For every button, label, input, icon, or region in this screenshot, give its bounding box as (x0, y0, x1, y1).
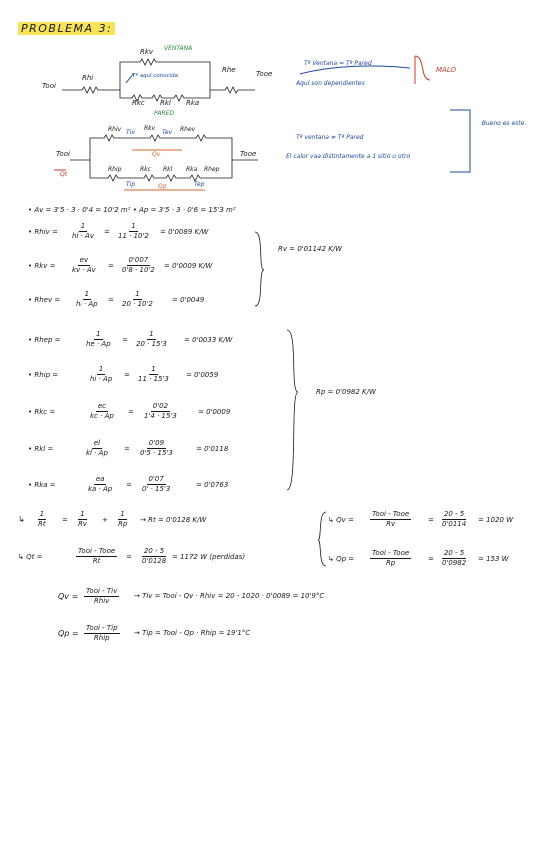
side2-bueno: Bueno es este. (481, 120, 527, 127)
rhep-frac-2: $\frac{1}{20 \cdot 15'3}$ (136, 330, 167, 348)
rkl-value: = 0'0118 (196, 445, 229, 453)
rhiv-frac-2: $\frac{1}{11 \cdot 10'2}$ (118, 222, 149, 240)
circuit2-tooi: Tooi (56, 150, 70, 158)
side2-line1: Tª ventana ≠ Tª Pared (296, 134, 364, 141)
tip-frac: Tooi - Tip Rhip (86, 624, 118, 642)
circuit2-qv: Qv (152, 151, 161, 158)
circuit2-tip: Tip (126, 181, 136, 188)
qt-label: ↳ Qt = (18, 553, 43, 561)
rkl-frac-2: $\frac{0'09}{0'5 \cdot 15'3}$ (140, 439, 173, 457)
circuit2-tep: Tep (194, 181, 205, 188)
circuit2-tev: Tev (162, 129, 173, 136)
rkc-frac-1: $\frac{ec}{kc \cdot Ap}$ (90, 402, 114, 420)
rhev-label: • Rhev = (28, 296, 61, 304)
rhiv-frac-1: $\frac{1}{hi \cdot Av}$ (72, 222, 94, 240)
circuit1-rkv: Rkv (140, 48, 154, 56)
rhip-label: • Rhip = (28, 371, 59, 379)
circuit2-rhip: Rhip (108, 166, 122, 173)
circuit1-rhi: Rhi (82, 74, 94, 82)
rt-frac-c: $\frac{1}{Rp}$ (118, 510, 128, 528)
qp-frac-2: $\frac{20 - 5}{0'0982}$ (442, 549, 467, 567)
qv-frac-2: $\frac{20 - 5}{0'0114}$ (442, 510, 467, 528)
circuit2-rkl: Rkl (163, 166, 173, 173)
rhep-label: • Rhep = (28, 336, 61, 344)
qp-label: ↳ Qp = (328, 555, 355, 563)
rhev-frac-1: $\frac{1}{\text{hᵢ · Ap}}$ (76, 290, 98, 308)
rhev-value: = 0'0049 (172, 296, 205, 304)
circuit1-rkl: Rkl (160, 99, 171, 107)
side1-line2: Aquí son dependientes (296, 80, 365, 87)
qt-value: = 1172 W (perdidas) (172, 553, 246, 561)
rhiv-value: = 0'0089 K/W (160, 228, 209, 236)
circuit1-rhe: Rhe (222, 66, 236, 74)
side1-line1: Tª Ventana = Tª Pared (304, 60, 372, 67)
rkc-label: • Rkc = (28, 408, 56, 416)
rkc-value: = 0'0009 (198, 408, 231, 416)
qv-frac-1: Tooi - Tooe Rv (372, 510, 410, 528)
rv-result: Rv = 0'01142 K/W (278, 245, 343, 253)
rhip-frac-2: $\frac{1}{11 \cdot 15'3}$ (138, 365, 169, 383)
tip-result: → Tip = Tooi - Qp · Rhip = 19'1°C (134, 629, 251, 637)
qv-label: ↳ Qv = (328, 516, 354, 524)
tiv-result: → Tiv = Tooi - Qv · Rhiv = 20 - 1020 · 0'0089 = 10'9°C (134, 592, 325, 600)
circuit2-rkc: Rkc (140, 166, 151, 173)
circuit2-qt: Qt (60, 171, 68, 178)
qt-frac-2: $\frac{20 - 5}{0'0128}$ (142, 547, 167, 565)
rkc-frac-2: $\frac{0'02}{1'4 \cdot 15'3}$ (144, 402, 177, 420)
qv-value: = 1020 W (478, 516, 514, 524)
tip-lhs: Qp = (58, 629, 79, 638)
side1-malo: MALO (436, 66, 457, 74)
side2-line2: El calor vaa distintamente a 1 sitio u otro (286, 153, 411, 160)
tiv-frac: Tooi - Tiv Rhiv (86, 587, 118, 605)
rhep-frac-1: $\frac{1}{he \cdot Ap}$ (86, 330, 111, 348)
circuit2-rkv: Rkv (144, 125, 156, 132)
circuit1-tooe: Tooe (256, 70, 273, 78)
rka-value: = 0'0763 (196, 481, 229, 489)
rhep-value: = 0'0033 K/W (184, 336, 233, 344)
rt-arrow: ↳ (18, 515, 25, 524)
circuit2-rhiv: Rhiv (108, 126, 122, 133)
rt-frac-a: $\frac{1}{Rt}$ (38, 510, 46, 528)
rkl-frac-1: $\frac{el}{kl \cdot Ap}$ (86, 439, 108, 457)
rhev-frac-2: $\frac{1}{20 \cdot 10'2}$ (122, 290, 153, 308)
rhiv-label: • Rhiv = (28, 228, 58, 236)
rkv-value: = 0'0009 K/W (164, 262, 213, 270)
circuit2-qp: Qp (158, 183, 167, 190)
qp-frac-1: Tooi - Tooe Rp (372, 549, 410, 567)
rkv-label: • Rkv = (28, 262, 56, 270)
rp-result: Rp = 0'0982 K/W (316, 388, 376, 396)
page-title: PROBLEMA 3: (18, 22, 115, 35)
rhip-value: = 0'0059 (186, 371, 219, 379)
qp-value: = 153 W (478, 555, 509, 563)
rkl-label: • Rkl = (28, 445, 54, 453)
rka-frac-1: $\frac{ea}{ka \cdot Ap}$ (88, 475, 113, 493)
rka-frac-2: $\frac{0'07}{0' \cdot 15'3}$ (142, 475, 171, 493)
circuit1-note: Tª aquí conocida (132, 73, 178, 79)
circuit1-rkc: Rkc (132, 99, 145, 107)
rka-label: • Rka = (28, 481, 56, 489)
rkv-frac-2: $\frac{0'007}{0'8 \cdot 10'2}$ (122, 256, 155, 274)
circuit2-tooe: Tooe (240, 150, 257, 158)
rhip-frac-1: $\frac{1}{hi \cdot Ap}$ (90, 365, 113, 383)
circuit2-tiv: Tiv (126, 129, 135, 136)
tiv-lhs: Qv = (58, 592, 79, 601)
circuit1-rka: Rka (186, 99, 200, 107)
circuit2-rhev: Rhev (180, 126, 196, 133)
circuit1-ventana: VENTANA (164, 45, 193, 52)
circuit1-pared: PARED (154, 110, 175, 117)
circuit2-rka: Rka (186, 166, 198, 173)
rt-value: → Rt = 0'0128 K/W (140, 516, 207, 524)
rkv-frac-1: $\frac{ev}{kv \cdot Av}$ (72, 256, 96, 274)
circuit1-tooi: Tooi (42, 82, 56, 90)
areas-line: • Av = 3'5 · 3 · 0'4 = 10'2 m² • Ap = 3'5 · 3 · 0'6 = 15'3 m² (28, 206, 236, 214)
rt-frac-b: $\frac{1}{Rv}$ (78, 510, 88, 528)
circuit2-rhep: Rhep (204, 166, 220, 173)
qt-frac-1: Tooi - Tooe Rt (78, 547, 116, 565)
